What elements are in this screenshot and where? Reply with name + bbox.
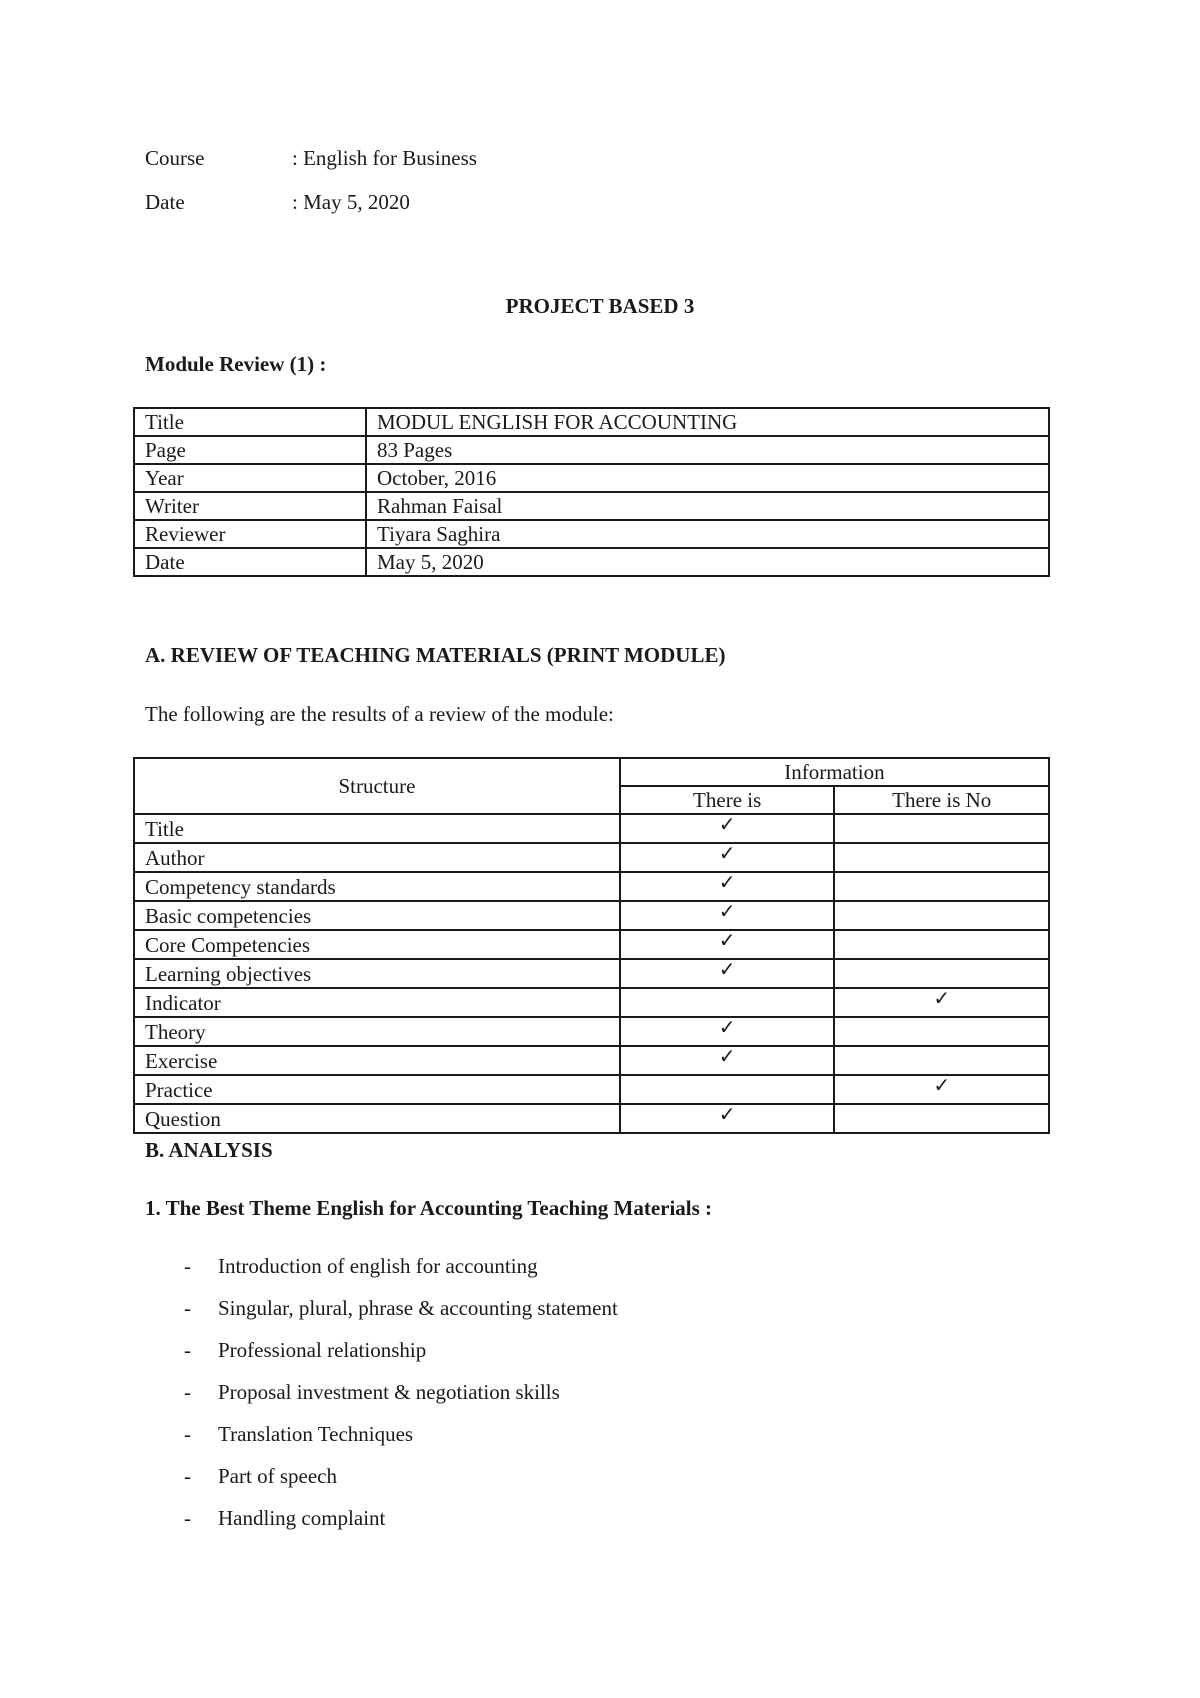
there-is-header: There is [620,786,835,814]
bullet-dash: - [184,1464,191,1488]
theme-item-text: Part of speech [218,1464,337,1488]
section-b-subheading: 1. The Best Theme English for Accounting Teaching Materials : [145,1196,713,1220]
review-row [134,1046,1049,1075]
there-is-check [620,988,835,1017]
info-value: 83 Pages [366,436,1049,464]
there-is-check: ✓ [620,1046,835,1075]
info-row [134,492,1049,520]
there-is-no-check [834,872,1049,901]
review-row-label: Theory [134,1017,620,1046]
review-row-label: Title [134,814,620,843]
review-row [134,843,1049,872]
there-is-no-check [834,930,1049,959]
there-is-check: ✓ [620,1017,835,1046]
theme-list-item [184,1506,385,1531]
info-value: October, 2016 [366,464,1049,492]
there-is-no-check: ✓ [834,1075,1049,1104]
review-row-label: Exercise [134,1046,620,1075]
info-row [134,548,1049,576]
review-row [134,1017,1049,1046]
section-b-heading: B. ANALYSIS [145,1138,273,1162]
section-a-intro: The following are the results of a review of the module: [145,702,614,726]
there-is-no-check [834,901,1049,930]
structure-header: Structure [134,758,620,814]
info-label: Year [134,464,366,492]
theme-list-item [184,1296,618,1321]
course-value: : English for Business [292,146,477,170]
section-a-heading: A. REVIEW OF TEACHING MATERIALS (PRINT MODULE) [145,643,726,667]
info-label: Date [134,548,366,576]
info-label: Reviewer [134,520,366,548]
theme-list-item [184,1422,413,1447]
there-is-check: ✓ [620,901,835,930]
bullet-dash: - [184,1338,191,1362]
review-row-label: Practice [134,1075,620,1104]
theme-item-text: Handling complaint [218,1506,386,1530]
info-row [134,520,1049,548]
there-is-no-check [834,1046,1049,1075]
info-value: Rahman Faisal [366,492,1049,520]
theme-list-item [184,1464,337,1489]
bullet-dash: - [184,1254,191,1278]
there-is-no-check: ✓ [834,988,1049,1017]
course-label: Course [145,146,205,170]
info-label: Title [134,408,366,436]
theme-item-text: Translation Techniques [218,1422,414,1446]
date-value: : May 5, 2020 [292,190,410,214]
there-is-check [620,1075,835,1104]
there-is-check: ✓ [620,1104,835,1133]
bullet-dash: - [184,1422,191,1446]
date-label: Date [145,190,185,214]
there-is-check: ✓ [620,930,835,959]
there-is-no-check [834,959,1049,988]
there-is-no-header: There is No [834,786,1049,814]
there-is-no-check [834,1017,1049,1046]
info-value: Tiyara Saghira [366,520,1049,548]
review-row-label: Question [134,1104,620,1133]
there-is-no-check [834,843,1049,872]
there-is-check: ✓ [620,814,835,843]
there-is-no-check [834,1104,1049,1133]
info-label: Page [134,436,366,464]
info-label: Writer [134,492,366,520]
info-value: May 5, 2020 [366,548,1049,576]
there-is-check: ✓ [620,843,835,872]
module-review-heading: Module Review (1) : [145,352,327,376]
info-row [134,464,1049,492]
page-title: PROJECT BASED 3 [505,294,695,318]
theme-list-item [184,1380,560,1405]
review-row-label: Core Competencies [134,930,620,959]
review-row [134,1104,1049,1133]
review-row [134,988,1049,1017]
bullet-dash: - [184,1296,191,1320]
review-row-label: Learning objectives [134,959,620,988]
review-row-label: Basic competencies [134,901,620,930]
review-table [133,757,1050,1134]
there-is-check: ✓ [620,872,835,901]
review-row [134,1075,1049,1104]
review-row [134,814,1049,843]
theme-item-text: Introduction of english for accounting [218,1254,538,1278]
theme-list-item [184,1254,538,1279]
bullet-dash: - [184,1380,191,1404]
review-row-label: Indicator [134,988,620,1017]
theme-item-text: Professional relationship [218,1338,427,1362]
review-row [134,959,1049,988]
info-row [134,408,1049,436]
theme-list-item [184,1338,426,1363]
there-is-check: ✓ [620,959,835,988]
information-header: Information [620,758,1049,786]
there-is-no-check [834,814,1049,843]
review-row [134,930,1049,959]
review-row-label: Author [134,843,620,872]
info-table [133,407,1050,577]
theme-item-text: Singular, plural, phrase & accounting statement [218,1296,618,1320]
review-row [134,872,1049,901]
theme-item-text: Proposal investment & negotiation skills [218,1380,560,1404]
bullet-dash: - [184,1506,191,1530]
review-row-label: Competency standards [134,872,620,901]
info-row [134,436,1049,464]
info-value: MODUL ENGLISH FOR ACCOUNTING [366,408,1049,436]
review-row [134,901,1049,930]
